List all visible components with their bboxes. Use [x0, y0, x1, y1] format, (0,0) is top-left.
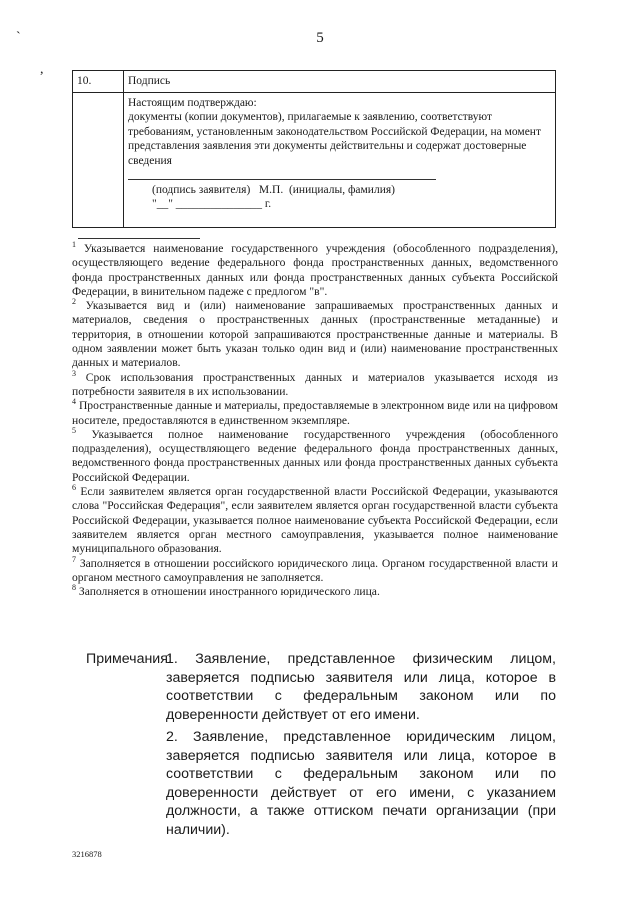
footnote-text: Указывается полное наименование государственного учреждения (обособленного подразделения), осуществляющего ведение федерального фонда пространственных данных, ведомственного фонда пространственных данных или фонда пространственных данных субъекта Российской Федерации. — [72, 427, 558, 484]
footnote-divider — [78, 238, 200, 239]
confirm-intro: Настоящим подтверждаю: — [128, 96, 257, 109]
footnote-mark: 4 — [72, 397, 76, 407]
footnote — [72, 399, 558, 428]
footnote — [72, 485, 558, 556]
footnote — [72, 554, 558, 586]
footnote-mark: 1 — [72, 240, 76, 250]
page-number: 5 — [316, 30, 324, 46]
footnote-text: Указывается вид и (или) наименование запрашиваемых пространственных данных и материалов, сведения о пространственных данных (пространственные метаданные) и территория, в отношении которой запрашиваются пространственные данные и материалы. В одном заявлении может быть указан только один вид и (или) наименование пространственных данных и материалов. — [72, 299, 559, 370]
row-title: Подпись — [124, 71, 556, 93]
footnote — [72, 242, 558, 299]
footnote — [72, 368, 559, 400]
footnote — [72, 585, 558, 599]
footnote-text: Заполняется в отношении иностранного юридического лица. — [78, 585, 380, 599]
footnote-text: Если заявителем является орган государственной власти Российской Федерации, указываются слова "Российская Федерация", если заявителем является орган государственной власти субъекта Российской Федерации, указывается полное наименование субъекта Российской Федерации, если заявителем является орган местного самоуправления, указывается полное наименование муниципального образования. — [72, 485, 558, 556]
signature-cell — [124, 92, 556, 227]
footnote — [72, 299, 558, 370]
row-number: 10. — [73, 71, 124, 93]
table-row-signature — [73, 92, 556, 227]
signature-line — [128, 179, 436, 180]
footnotes — [72, 242, 558, 599]
footnote-mark: 6 — [72, 483, 76, 493]
stray-mark: ` — [16, 30, 21, 45]
table-row-header — [73, 71, 556, 93]
confirm-text: документы (копии документов), прилагаемые к заявлению, соответствуют требованиям, установленным законодательством Российской Федерации, на момент представления заявления эти документы действительны и содержат достоверные сведения — [128, 111, 541, 167]
footnote-text: Заполняется в отношении российского юридического лица. Органом государственной власти и органом местного самоуправления не заполняется. — [72, 556, 558, 584]
note-item: 1. Заявление, представленное физическим лицом, заверяется подписью заявителя или лица, которое в соответствии с федеральным законом или по доверенности действует от его имени. — [166, 651, 556, 723]
signature-table — [72, 70, 556, 228]
notes-list — [166, 650, 556, 843]
stray-mark: , — [40, 62, 44, 77]
footnote-text: Указывается наименование государственного учреждения (обособленного подразделения), осуществляющего ведение федерального фонда пространственных данных, ведомственного фонда пространственных данных или фонда пространственных данных субъекта Российской Федерации, в винительном падеже с предлогом "в". — [72, 242, 558, 298]
signature-caption: (подпись заявителя) М.П. (инициалы, фамилия) — [152, 183, 395, 196]
footnote-mark: 3 — [72, 368, 76, 378]
footnote-mark: 8 — [72, 583, 76, 593]
date-line: "__" _______________ г. — [152, 197, 272, 210]
footnote-text: Пространственные данные и материалы, предоставляемые в электронном виде или на цифровом носителе, предоставляются в единственном экземпляре. — [72, 399, 558, 427]
footnote-mark: 7 — [72, 554, 76, 564]
note-item: 2. Заявление, представленное юридическим лицом, заверяется подписью заявителя или лица, которое в соответствии с федеральным законом или по доверенности действует от его имени, с указанием должности, а также оттиском печати организации (при наличии). — [166, 729, 556, 838]
notes-label: Примечания: — [86, 651, 172, 667]
footnote-mark: 2 — [72, 297, 76, 307]
footnote-text: Срок использования пространственных данных и материалов указывается исходя из потребности заявителя в их использовании. — [72, 370, 559, 398]
document-id: 3216878 — [72, 849, 102, 859]
footnote-mark: 5 — [72, 426, 76, 435]
empty-cell — [73, 92, 124, 227]
footnote — [72, 428, 558, 485]
